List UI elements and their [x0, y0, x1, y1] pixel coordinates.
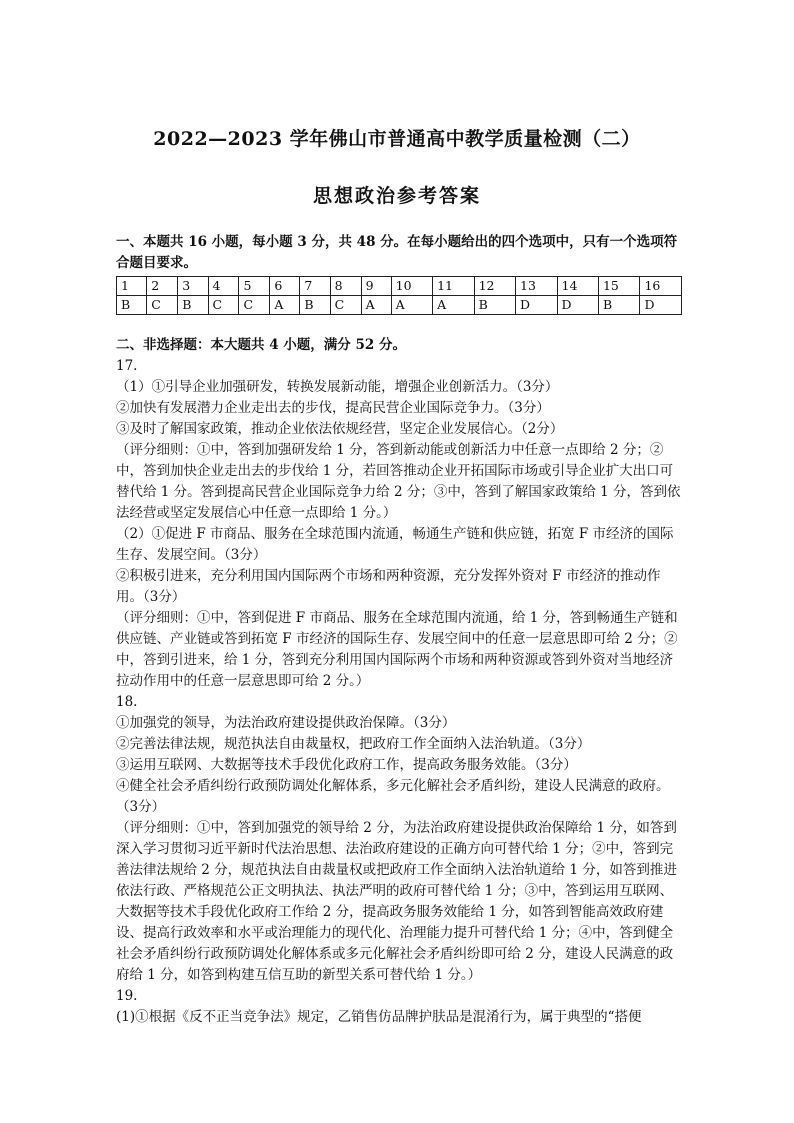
answer-paragraph: ②完善法律法规，规范执法自由裁量权，把政府工作全面纳入法治轨道。（3分）: [116, 736, 591, 752]
question-number-cell: 4: [208, 277, 239, 296]
answer-paragraph: ②积极引进来，充分利用国内国际两个市场和两种资源，充分发挥外资对 F 市经济的推动作用。（3分）: [116, 568, 661, 605]
answer-cell: A: [391, 296, 432, 315]
answer-paragraph: ④健全社会矛盾纠纷行政预防调处化解体系，多元化解社会矛盾纠纷，建设人民满意的政府。（3分）: [116, 778, 670, 815]
answer-cell: B: [300, 296, 330, 315]
answer-table: [116, 276, 682, 315]
question-number-cell: 3: [178, 277, 208, 296]
answer-paragraph: （2）①促进 F 市商品、服务在全球范围内流通，畅通生产链和供应链，拓宽 F 市经济的国际生存、发展空间。（3分）: [116, 526, 674, 563]
answer-cell: C: [147, 296, 178, 315]
answer-cell: D: [557, 296, 598, 315]
answer-paragraph: ①加强党的领导，为法治政府建设提供政治保障。（3分）: [116, 715, 456, 731]
question-number: 18.: [116, 694, 138, 710]
document-title: 2022—2023 学年佛山市普通高中教学质量检测（二）: [153, 128, 641, 150]
section1-heading: 一、本题共 16 小题，每小题 3 分，共 48 分。在每小题给出的四个选项中，只有一个选项符合题目要求。: [116, 234, 678, 271]
question-number-cell: 9: [361, 277, 391, 296]
answer-cell: C: [239, 296, 270, 315]
question-number-cell: 14: [557, 277, 598, 296]
question-number-cell: 1: [117, 277, 147, 296]
question-number: 19.: [116, 988, 138, 1004]
question-number-cell: 16: [640, 277, 682, 296]
answer-paragraph: ②加快有发展潜力企业走出去的步伐，提高民营企业国际竞争力。（3分）: [116, 400, 550, 416]
answer-cell: B: [598, 296, 639, 315]
document-subtitle: 思想政治参考答案: [312, 185, 481, 207]
answer-cell: B: [117, 296, 147, 315]
section2-content: [116, 356, 682, 1028]
section2-heading: 二、非选择题：本大题共 4 小题，满分 52 分。: [116, 337, 406, 353]
answer-number-row: [117, 277, 682, 296]
answer-paragraph: （1）①引导企业加强研发，转换发展新动能，增强企业创新活力。（3分）: [116, 379, 559, 395]
answer-cell: A: [361, 296, 391, 315]
question-number-cell: 11: [433, 277, 474, 296]
answer-key-row: [117, 296, 682, 315]
question-number-cell: 8: [330, 277, 361, 296]
answer-paragraph: ③运用互联网、大数据等技术手段优化政府工作，提高政务服务效能。（3分）: [116, 757, 577, 773]
answer-cell: B: [178, 296, 208, 315]
question-number-cell: 13: [516, 277, 557, 296]
answer-paragraph: (1)①根据《反不正当竞争法》规定，乙销售仿品牌护肤品是混淆行为，属于典型的“搭便: [116, 1009, 642, 1025]
answer-cell: B: [474, 296, 515, 315]
answer-paragraph: ③及时了解国家政策，推动企业依法依规经营，坚定企业发展信心。（2分）: [116, 421, 564, 437]
answer-cell: D: [640, 296, 682, 315]
question-number-cell: 15: [598, 277, 639, 296]
question-number-cell: 12: [474, 277, 515, 296]
answer-cell: A: [270, 296, 300, 315]
document-body: [116, 232, 682, 1028]
answer-cell: A: [433, 296, 474, 315]
question-number-cell: 10: [391, 277, 432, 296]
question-number-cell: 5: [239, 277, 270, 296]
answer-paragraph: （评分细则：①中，答到加强党的领导给 2 分，为法治政府建设提供政治保障给 1 分，如答到深入学习贯彻习近平新时代法治思想、法治政府建设的正确方向可替代给 1 分；②中，答到完善法律法规给 2 分，规范执法自由裁量权或把政府工作全面纳入法治轨道给 1 分，如答到推进依法行政、严格规范公正文明执法、执法严明的政府可替代给 1 分；③中，答到运用互联网、大数据等技术手段优化政府工作给 2 分，提高政务服务效能给 1 分，如答到智能高效政府建设、提高行政效率和水平或治理能力的现代化、治理能力提升可替代给 1 分；④中，答到健全社会矛盾纠纷行政预防调处化解体系或多元化解社会矛盾纠纷即可给 2 分，建设人民满意的政府给 1 分，如答到构建互信互助的新型关系可替代给 1 分。）: [116, 820, 677, 983]
answer-paragraph: （评分细则：①中，答到加强研发给 1 分，答到新动能或创新活力中任意一点即给 2 分；②中，答到加快企业走出去的步伐给 1 分，若回答推动企业开拓国际市场或引导企业扩大出口可替代给 1 分。答到提高民营企业国际竞争力给 2 分；③中，答到了解国家政策给 1 分，答到依法经营或坚定发展信心中任意一点即给 1 分。）: [116, 442, 681, 521]
question-number-cell: 7: [300, 277, 330, 296]
answer-cell: C: [208, 296, 239, 315]
answer-paragraph: （评分细则：①中，答到促进 F 市商品、服务在全球范围内流通，给 1 分，答到畅通生产链和供应链、产业链或答到拓宽 F 市经济的国际生存、发展空间中的任意一层意思即可给 2 分；②中，答到引进来，给 1 分，答到充分利用国内国际两个市场和两种资源或答到外资对当地经济拉动作用中的任意一层意思即可给 2 分。）: [116, 610, 678, 689]
question-number: 17.: [116, 358, 138, 374]
answer-cell: C: [330, 296, 361, 315]
question-number-cell: 6: [270, 277, 300, 296]
answer-cell: D: [516, 296, 557, 315]
question-number-cell: 2: [147, 277, 178, 296]
